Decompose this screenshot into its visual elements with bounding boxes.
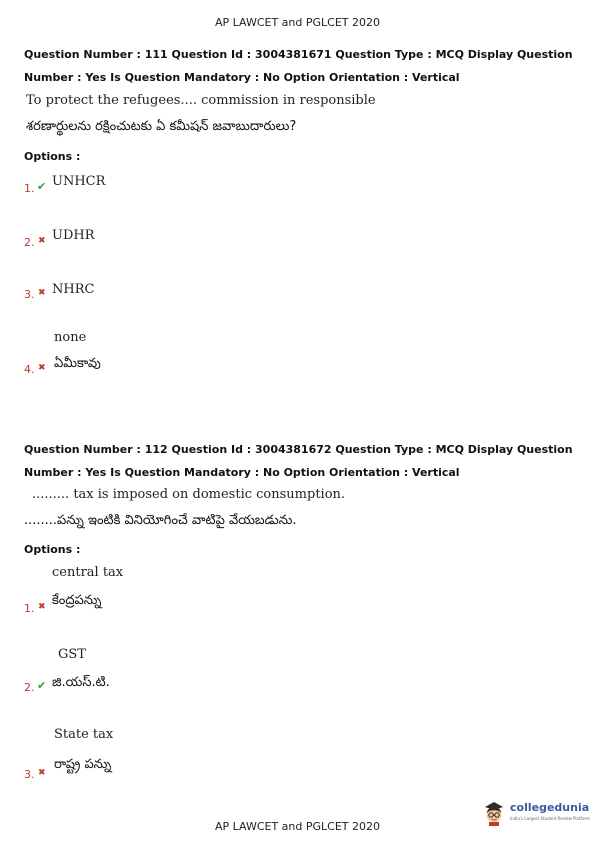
options-label: Options : bbox=[24, 150, 81, 163]
question-text-telugu: శరణార్థులను రక్షించుటకు ఏ కమీషన్ జవాబుదారులు? bbox=[26, 119, 297, 134]
option-text-telugu: ఏమీకావు bbox=[54, 356, 101, 371]
option-number: 1. bbox=[24, 182, 35, 195]
option-number: 1. bbox=[24, 602, 35, 615]
page-footer: AP LAWCET and PGLCET 2020 bbox=[215, 820, 380, 833]
option-text-english: UNHCR bbox=[52, 174, 106, 189]
cross-icon: ✖ bbox=[38, 602, 46, 612]
option-text-telugu: కేంద్రపన్ను bbox=[52, 593, 102, 608]
question-text-english: To protect the refugees.... commission in responsible bbox=[26, 93, 376, 108]
cross-icon: ✖ bbox=[38, 288, 46, 298]
question-meta-line-2: Number : Yes Is Question Mandatory : No Option Orientation : Vertical bbox=[24, 466, 460, 479]
question-meta-line-1: Question Number : 111 Question Id : 3004381671 Question Type : MCQ Display Question bbox=[24, 48, 573, 61]
option-text-english: GST bbox=[58, 647, 86, 662]
check-icon: ✔ bbox=[37, 180, 47, 193]
option-text-english: central tax bbox=[52, 565, 124, 580]
option-text-telugu: జి.యస్.టి. bbox=[52, 675, 110, 690]
option-text-english: none bbox=[54, 330, 87, 345]
option-number: 3. bbox=[24, 288, 35, 301]
option-text-english: NHRC bbox=[52, 282, 95, 297]
option-number: 3. bbox=[24, 768, 35, 781]
logo-wordmark: collegedunia bbox=[510, 801, 590, 814]
cross-icon: ✖ bbox=[38, 236, 46, 246]
question-meta-line-1: Question Number : 112 Question Id : 3004381672 Question Type : MCQ Display Question bbox=[24, 443, 573, 456]
option-number: 2. bbox=[24, 681, 35, 694]
logo-tagline: India's Largest Student Review Platform bbox=[510, 816, 590, 821]
cross-icon: ✖ bbox=[38, 768, 46, 778]
question-text-telugu: ........పన్ను ఇంటికి వినియోగించే వాటిపై వేయబడును. bbox=[24, 513, 297, 528]
option-number: 4. bbox=[24, 363, 35, 376]
option-text-telugu: రాష్ట్ర పన్ను bbox=[54, 757, 112, 772]
option-number: 2. bbox=[24, 236, 35, 249]
options-label: Options : bbox=[24, 543, 81, 556]
cross-icon: ✖ bbox=[38, 363, 46, 373]
question-text-english: ......... tax is imposed on domestic consumption. bbox=[32, 487, 346, 502]
option-text-english: UDHR bbox=[52, 228, 95, 243]
option-text-english: State tax bbox=[54, 727, 114, 742]
check-icon: ✔ bbox=[37, 679, 47, 692]
question-meta-line-2: Number : Yes Is Question Mandatory : No Option Orientation : Vertical bbox=[24, 71, 460, 84]
page-header: AP LAWCET and PGLCET 2020 bbox=[215, 16, 380, 29]
